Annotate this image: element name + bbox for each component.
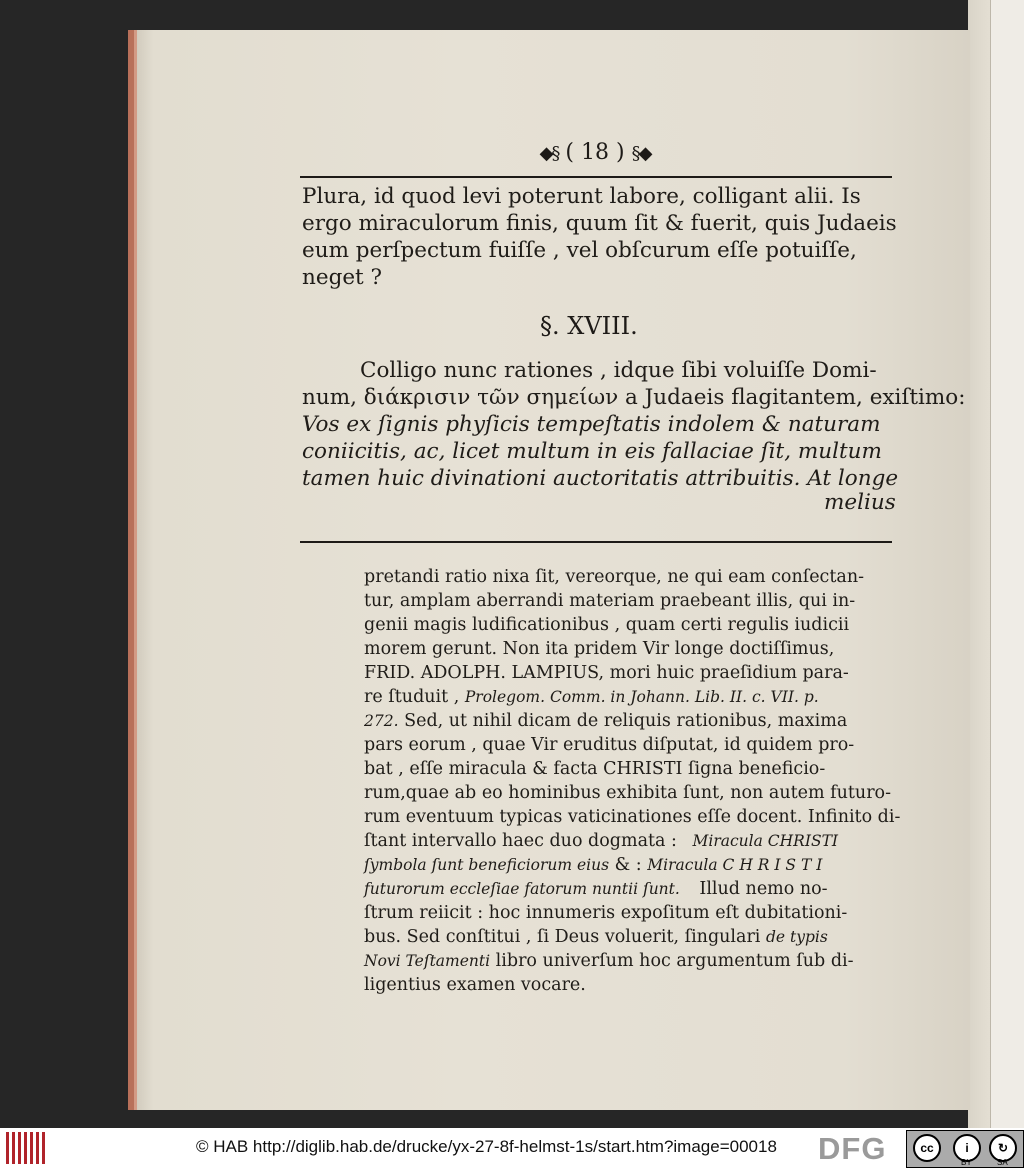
note-segment: & : bbox=[614, 855, 642, 875]
share-alike-icon: ↻ bbox=[989, 1134, 1017, 1162]
dogma-two: Miracula C H R I S T I bbox=[647, 856, 823, 874]
futurorum-phrase: futurorum eccleſiae fatorum nuntii ſunt. bbox=[364, 880, 680, 898]
italic-line: tamen huic divinationi auctoritatis attribuitis. At longe bbox=[302, 466, 899, 491]
novi-testamenti: Novi Teſtamenti bbox=[364, 952, 491, 970]
ornament-left-icon: ◆§ bbox=[539, 143, 559, 164]
note-line: genii magis ludificationibus , quam certi regulis iudicii bbox=[364, 615, 850, 635]
attribution-icon: i bbox=[953, 1134, 981, 1162]
page-edge-highlight bbox=[134, 30, 137, 1110]
dfg-logo[interactable]: DFG bbox=[818, 1131, 887, 1166]
note-line bbox=[364, 951, 854, 971]
text-line: Plura, id quod levi poterunt labore, colligant alii. Is bbox=[302, 184, 861, 209]
note-line: rum,quae ab eo hominibus exhibita ſunt, non autem futuro- bbox=[364, 783, 892, 803]
note-segment: Sed, ut nihil dicam de reliquis rationibus, maxima bbox=[404, 711, 848, 731]
note-line bbox=[364, 687, 819, 707]
page-header bbox=[300, 140, 890, 165]
header-rule bbox=[300, 176, 892, 178]
facing-page-edge bbox=[990, 0, 1024, 1128]
note-segment: Illud nemo no- bbox=[699, 879, 828, 899]
note-line: ſtrum reiicit : hoc innumeris expoſitum eſt dubitationi- bbox=[364, 903, 848, 923]
text-line: Colligo nunc rationes , idque ſibi voluiſſe Domi- bbox=[360, 358, 877, 383]
note-line: pars eorum , quae Vir eruditus diſputat, id quidem pro- bbox=[364, 735, 855, 755]
note-line bbox=[364, 927, 828, 947]
note-line bbox=[364, 879, 828, 899]
reference-page: 272. bbox=[364, 712, 399, 730]
note-line: bat , eſſe miracula & facta CHRISTI ſigna beneficio- bbox=[364, 759, 826, 779]
page-number: ( 18 ) bbox=[565, 140, 625, 165]
note-line bbox=[364, 711, 847, 731]
text-line: ergo miraculorum finis, quum ſit & fuerit, quis Judaeis bbox=[302, 211, 897, 236]
italic-line: coniicitis, ac, licet multum in eis fallaciae ſit, multum bbox=[302, 439, 882, 464]
note-segment: re ſtuduit , bbox=[364, 687, 460, 707]
footnote-rule bbox=[300, 541, 892, 543]
note-line: morem gerunt. Non ita pridem Vir longe doctiſſimus, bbox=[364, 639, 835, 659]
note-segment: bus. Sed conſtitui , ſi Deus voluerit, ſingulari bbox=[364, 927, 761, 947]
reference: Prolegom. Comm. in Johann. Lib. II. c. VII. p. bbox=[464, 688, 819, 706]
catchword: melius bbox=[824, 490, 896, 515]
dogma-one: Miracula CHRISTI bbox=[692, 832, 839, 850]
italic-line: Vos ex ſignis phyſicis tempeſtatis indolem & naturam bbox=[302, 412, 881, 437]
note-line bbox=[364, 855, 822, 875]
note-line: FRID. ADOLPH. LAMPIUS, mori huic praeſidium para- bbox=[364, 663, 849, 683]
text-line: num, διάκρισιν τῶν σημείων a Judaeis flagitantem, exiſtimo: bbox=[302, 385, 966, 410]
viewer-footer bbox=[0, 1128, 1024, 1168]
hab-logo-icon[interactable] bbox=[6, 1132, 46, 1164]
de-typis: de typis bbox=[766, 928, 828, 946]
ornament-right-icon: §◆ bbox=[631, 143, 651, 164]
source-link[interactable]: © HAB http://diglib.hab.de/drucke/yx-27-8f-helmst-1s/start.htm?image=00018 bbox=[196, 1137, 777, 1156]
section-title: §. XVIII. bbox=[540, 312, 638, 340]
note-line: ligentius examen vocare. bbox=[364, 975, 586, 995]
by-label: BY bbox=[961, 1158, 972, 1167]
note-line: rum eventuum typicas vaticinationes eſſe docent. Infinito di- bbox=[364, 807, 901, 827]
note-line: pretandi ratio nixa ſit, vereorque, ne qui eam conſectan- bbox=[364, 567, 864, 587]
text-line: neget ? bbox=[302, 265, 383, 290]
cc-license-badge[interactable] bbox=[906, 1130, 1024, 1168]
sa-label: SA bbox=[997, 1158, 1008, 1167]
note-segment: libro univerſum hoc argumentum ſub di- bbox=[495, 951, 854, 971]
note-line bbox=[364, 831, 838, 851]
text-line: eum perſpectum fuiſſe , vel obſcurum eſſe potuiſſe, bbox=[302, 238, 857, 263]
symbola-phrase: ſymbola ſunt beneficiorum eius bbox=[364, 856, 610, 874]
cc-icon: cc bbox=[913, 1134, 941, 1162]
note-segment: ſtant intervallo haec duo dogmata : bbox=[364, 831, 677, 851]
note-line: tur, amplam aberrandi materiam praebeant illis, qui in- bbox=[364, 591, 856, 611]
